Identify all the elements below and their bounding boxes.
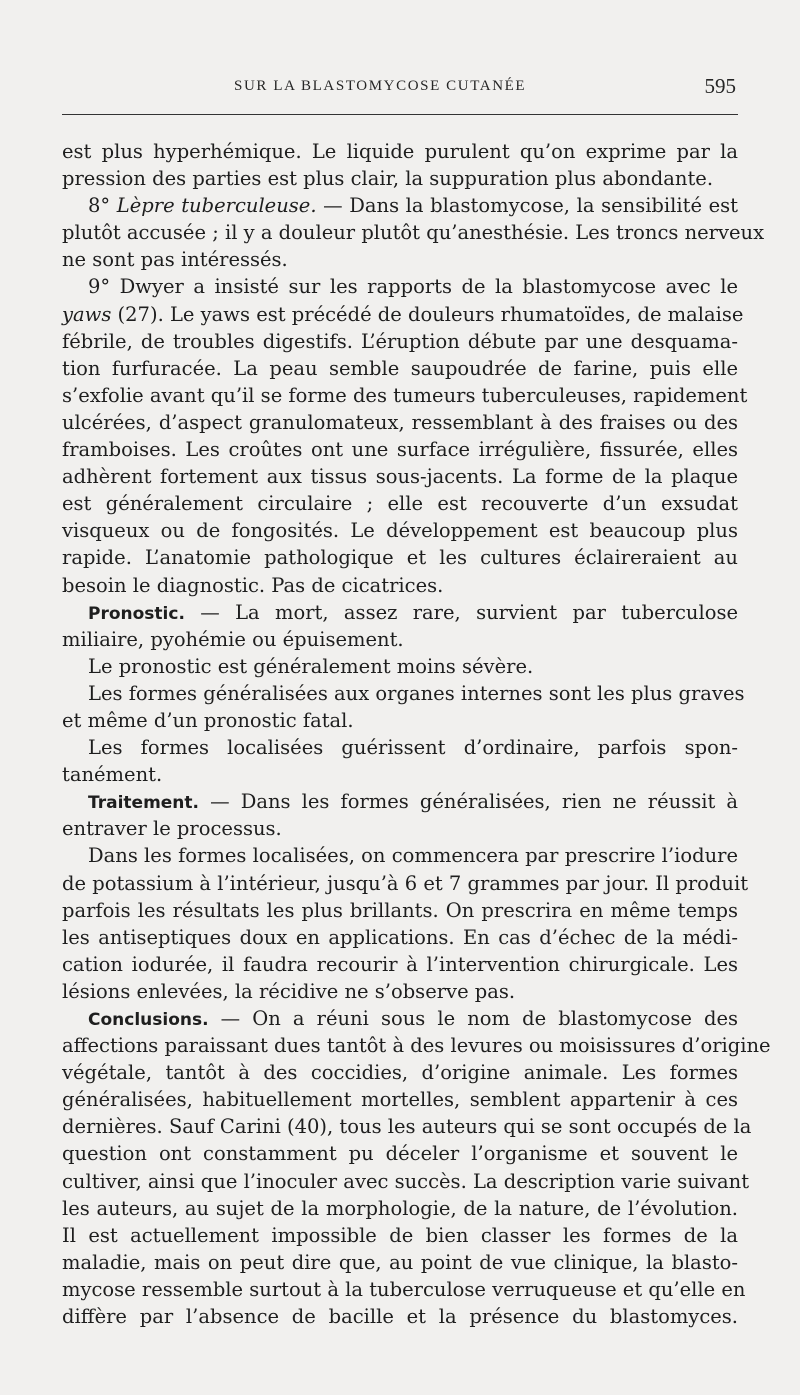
- running-title: SUR LA BLASTOMYCOSE CUTANÉE: [234, 78, 527, 94]
- text-segment: de potassium à l’intérieur, jusqu’à 6 et 7 grammes par jour. Il produit: [62, 871, 749, 895]
- text-line: [62, 192, 738, 219]
- text-line: [62, 788, 738, 815]
- text-segment: ulcérées, d’aspect granulomateux, ressemblant à des fraises ou des: [62, 410, 738, 434]
- text-segment: plutôt accusée ; il y a douleur plutôt qu’anesthésie. Les troncs nerveux: [62, 221, 765, 245]
- text-segment: — Dans les formes généralisées, rien ne réussit à: [199, 790, 738, 814]
- text-line: [62, 734, 738, 761]
- text-line: [62, 1303, 738, 1330]
- text-segment: est plus hyperhémique. Le liquide purulent qu’on exprime par la: [62, 140, 738, 163]
- text-line: [62, 1195, 738, 1222]
- text-segment: tanément.: [62, 763, 163, 787]
- text-segment: Le pronostic est généralement moins sévère.: [88, 654, 534, 678]
- text-line: [62, 680, 745, 707]
- text-line: [62, 924, 738, 951]
- text-segment: et même d’un pronostic fatal.: [62, 708, 354, 732]
- page-number: 595: [704, 74, 736, 98]
- text-line: [62, 815, 738, 842]
- text-segment: 8°: [88, 194, 117, 218]
- text-line: [62, 897, 738, 924]
- text-segment: Dans les formes localisées, on commencera par prescrire l’iodure: [88, 844, 738, 868]
- text-line: [62, 842, 738, 869]
- text-segment: diffère par l’absence de bacille et la présence du blastomyces.: [62, 1305, 738, 1329]
- text-segment: les antiseptiques doux en applications. En cas d’échec de la médi-: [62, 925, 738, 949]
- text-segment: cation iodurée, il faudra recourir à l’intervention chirurgicale. Les: [62, 952, 738, 976]
- text-segment: s’exfolie avant qu’il se forme des tumeurs tuberculeuses, rapidement: [62, 383, 748, 407]
- text-segment: visqueux ou de fongosités. Le développement est beaucoup plus: [62, 519, 738, 543]
- text-line: [62, 653, 738, 680]
- text-line: [62, 1168, 750, 1195]
- text-line: [62, 870, 749, 897]
- text-segment: lésions enlevées, la récidive ne s’observe pas.: [62, 979, 516, 1003]
- text-line: [62, 138, 738, 165]
- text-line: [62, 355, 738, 382]
- text-segment: (27). Le yaws est précédé de douleurs rhumatoïdes, de malaise: [111, 302, 744, 326]
- text-line: [62, 246, 738, 273]
- text-segment: est généralement circulaire ; elle est recouverte d’un exsudat: [62, 492, 738, 516]
- text-line: [62, 301, 744, 328]
- text-segment: fébrile, de troubles digestifs. L’éruption débute par une desquama-: [62, 329, 738, 353]
- text-segment: cultiver, ainsi que l’inoculer avec succès. La description varie suivant: [62, 1169, 750, 1193]
- text-segment: framboises. Les croûtes ont une surface irrégulière, fissurée, elles: [62, 438, 738, 462]
- text-line: [62, 626, 738, 653]
- text-line: [62, 517, 738, 544]
- text-line: [62, 1276, 746, 1303]
- text-line: [62, 1005, 738, 1032]
- text-segment: rapide. L’anatomie pathologique et les cultures éclaireraient au: [62, 546, 738, 570]
- text-segment: dernières. Sauf Carini (40), tous les auteurs qui se sont occupés de la: [62, 1115, 752, 1139]
- text-line: [62, 1140, 738, 1167]
- text-line: [62, 1086, 738, 1113]
- text-line: [62, 1113, 752, 1140]
- page-header: [62, 74, 738, 102]
- text-segment: ne sont pas intéressés.: [62, 248, 288, 272]
- text-segment: 9° Dwyer a insisté sur les rapports de la blastomycose avec le: [88, 275, 738, 299]
- text-line: [62, 707, 738, 734]
- text-line: [62, 572, 738, 599]
- text-segment: mycose ressemble surtout à la tuberculose verruqueuse et qu’elle en: [62, 1277, 746, 1301]
- body-text: [62, 138, 771, 1330]
- text-segment: miliaire, pyohémie ou épuisement.: [62, 627, 404, 651]
- text-segment: — On a réuni sous le nom de blastomycose des: [208, 1007, 738, 1030]
- text-line: [62, 1032, 771, 1059]
- text-line: [62, 599, 738, 626]
- text-line: [62, 544, 738, 571]
- text-segment: Il est actuellement impossible de bien classer les formes de la: [62, 1223, 738, 1247]
- text-line: [62, 382, 748, 409]
- text-segment: besoin le diagnostic. Pas de cicatrices.: [62, 573, 444, 597]
- text-line: [62, 761, 738, 788]
- text-segment: les auteurs, au sujet de la morphologie, de la nature, de l’évolution.: [62, 1196, 738, 1220]
- text-line: [62, 436, 738, 463]
- text-line: [62, 951, 738, 978]
- italic-term: yaws: [62, 302, 112, 326]
- text-line: [62, 165, 738, 192]
- text-line: [62, 1222, 738, 1249]
- text-segment: végétale, tantôt à des coccidies, d’origine animale. Les formes: [62, 1061, 738, 1085]
- text-segment: généralisées, habituellement mortelles, semblent appartenir à ces: [62, 1088, 738, 1112]
- text-line: [62, 1249, 738, 1276]
- text-line: [62, 978, 738, 1005]
- text-segment: parfois les résultats les plus brillants. On prescrira en même temps: [62, 898, 738, 922]
- text-line: [62, 273, 738, 300]
- text-segment: — La mort, assez rare, survient par tuberculose: [184, 600, 738, 624]
- text-segment: pression des parties est plus clair, la suppuration plus abondante.: [62, 167, 714, 191]
- text-segment: tion furfuracée. La peau semble saupoudrée de farine, puis elle: [62, 356, 738, 380]
- section-heading: Conclusions.: [88, 1010, 209, 1030]
- italic-term: Lèpre tuberculeuse.: [116, 194, 317, 218]
- text-segment: maladie, mais on peut dire que, au point de vue clinique, la blasto-: [62, 1250, 738, 1274]
- section-heading: Pronostic.: [88, 603, 185, 624]
- text-segment: entraver le processus.: [62, 817, 282, 841]
- text-line: [62, 463, 738, 490]
- text-segment: Les formes généralisées aux organes internes sont les plus graves: [88, 681, 745, 705]
- header-rule: [62, 114, 738, 115]
- text-segment: Les formes localisées guérissent d’ordinaire, parfois spon-: [88, 736, 738, 760]
- text-segment: — Dans la blastomycose, la sensibilité est: [316, 194, 738, 218]
- section-heading: Traitement.: [88, 793, 199, 814]
- text-line: [62, 219, 765, 246]
- text-line: [62, 1059, 738, 1086]
- text-line: [62, 490, 738, 517]
- text-line: [62, 328, 738, 355]
- text-line: [62, 409, 738, 436]
- text-segment: affections paraissant dues tantôt à des levures ou moisissures d’origine: [62, 1034, 771, 1058]
- text-segment: question ont constamment pu déceler l’organisme et souvent le: [62, 1142, 738, 1166]
- text-segment: adhèrent fortement aux tissus sous-jacents. La forme de la plaque: [62, 465, 738, 489]
